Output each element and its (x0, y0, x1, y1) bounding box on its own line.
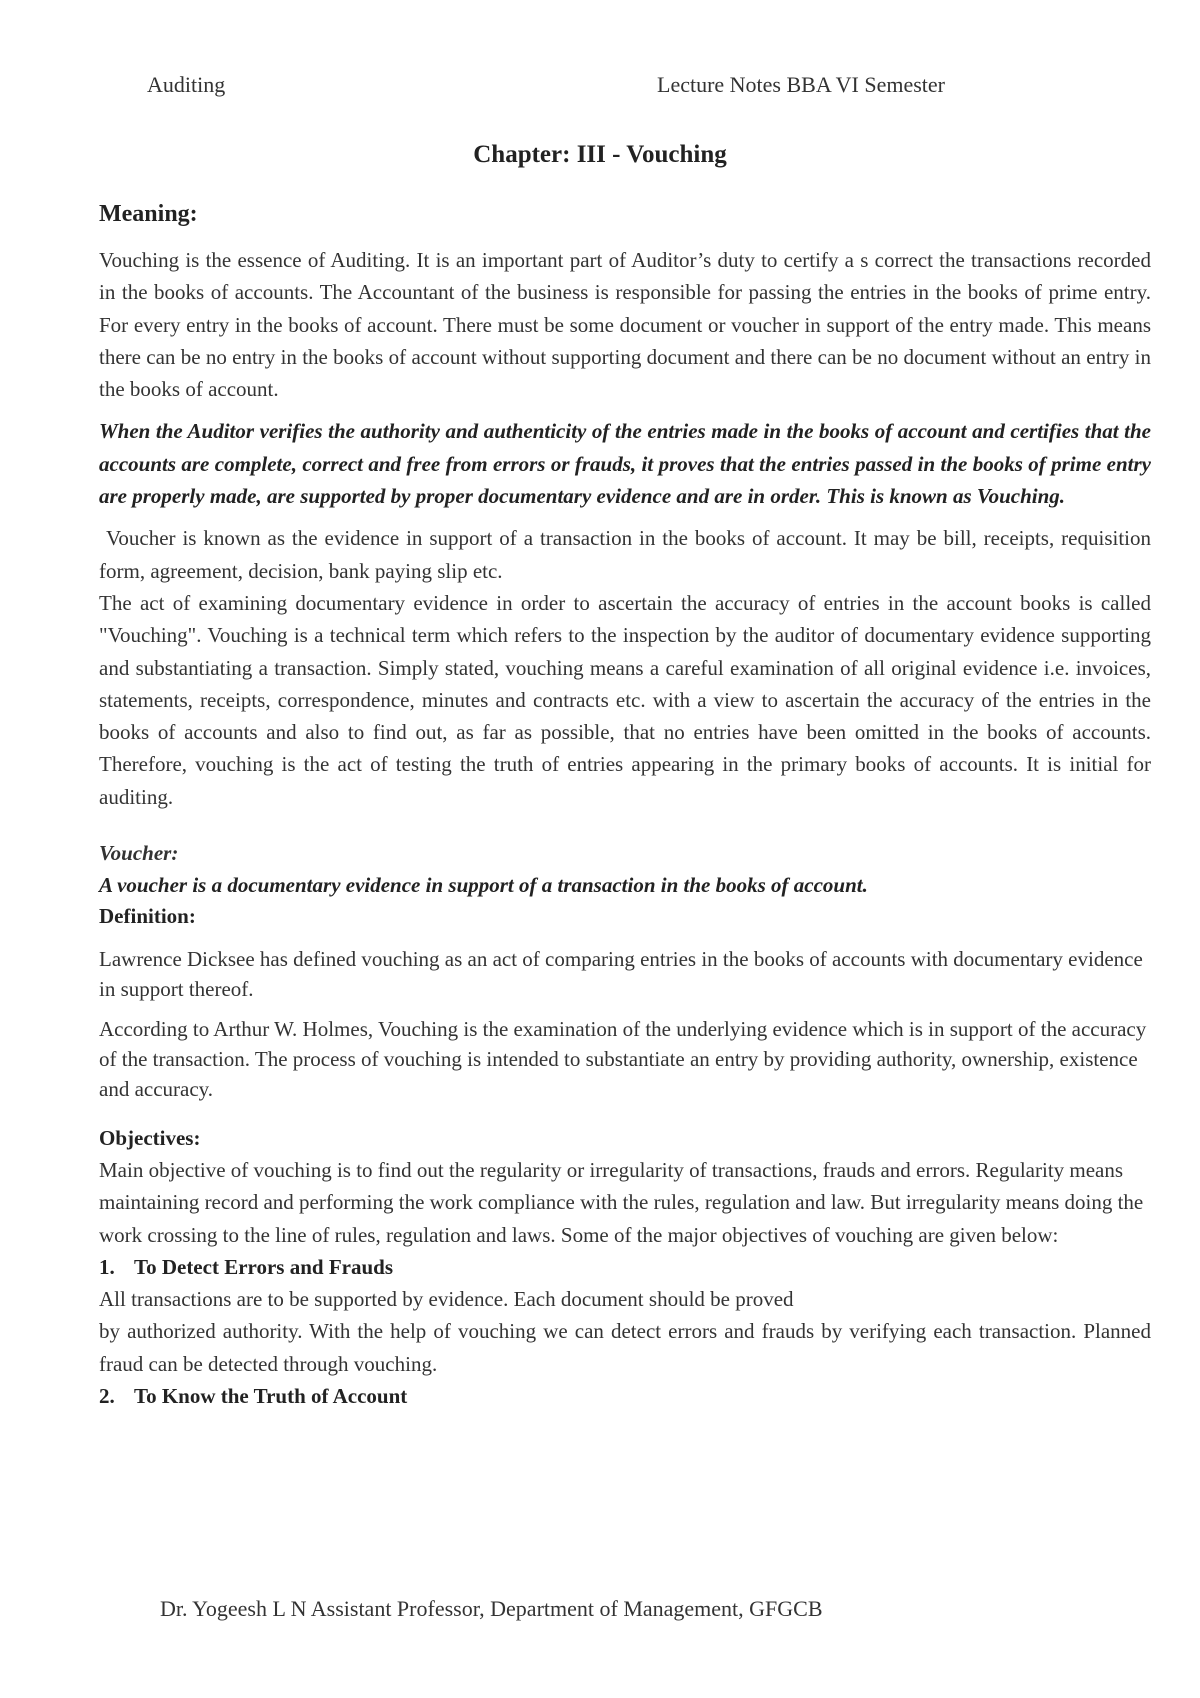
objective-item-1-number: 1. (99, 1254, 115, 1279)
objectives-heading: Objectives: (99, 1125, 201, 1150)
vouching-definition-emphasis: When the Auditor verifies the authority and authenticity of the entries made in the books of account and certifies that the accounts are complete, correct and free from errors or frauds, it proves that the entries passed in the books of prime entry are properly made, are supported by proper documentary evidence and are in order. This is known as Vouching. (99, 419, 1151, 509)
dicksee-definition: Lawrence Dicksee has defined vouching as an act of comparing entries in the books of accounts with documentary evidence in support thereof. (99, 946, 1143, 1001)
objective-item-1-line2: by authorized authority. With the help of vouching we can detect errors and frauds by verifying each transaction. Planned fraud can be detected through vouching. (99, 1319, 1151, 1376)
meaning-heading: Meaning: (99, 201, 198, 227)
header-course: Lecture Notes BBA VI Semester (657, 72, 945, 97)
holmes-definition: According to Arthur W. Holmes, Vouching is the examination of the underlying evidence which is in support of the accuracy of the transaction. The process of vouching is intended to substantiate an entry by providing authority, ownership, existence and accuracy. (99, 1016, 1147, 1101)
meaning-paragraph: Vouching is the essence of Auditing. It is an important part of Auditor’s duty to certify a s correct the transactions recorded in the books of accounts. The Accountant of the business is responsible for passing the entries in the books of prime entry. For every entry in the books of account. There must be some document or voucher in support of the entry made. This means there can be no entry in the books of account without supporting document and there can be no document without an entry in the books of account. (99, 248, 1151, 402)
main-content (99, 198, 1157, 1412)
vouching-explanation-paragraph: The act of examining documentary evidence in order to ascertain the accuracy of entries in the account books is called "Vouching". Vouching is a technical term which refers to the inspection by the auditor of documentary evidence supporting and substantiating a transaction. Simply stated, vouching means a careful examination of all original evidence i.e. invoices, statements, receipts, correspondence, minutes and contracts etc. with a view to ascertain the accuracy of the entries in the books of accounts and also to find out, as far as possible, that no entries have been omitted in the books of accounts. Therefore, vouching is the act of testing the truth of entries appearing in the primary books of accounts. It is initial for auditing. (99, 590, 1151, 809)
chapter-title: Chapter: III - Vouching (473, 141, 727, 168)
header-subject: Auditing (147, 72, 226, 97)
objective-item-1-title (99, 1251, 1151, 1283)
objective-item-2-title (99, 1380, 1151, 1412)
voucher-definition: A voucher is a documentary evidence in support of a transaction in the books of account. (99, 873, 868, 898)
objectives-intro: Main objective of vouching is to find out the regularity or irregularity of transactions, frauds and errors. Regularity means maintaining record and performing the work compliance with the rules, regulation and law. But irregularity means doing the work crossing to the line of rules, regulation and laws. Some of the major objectives of vouching are given below: (99, 1157, 1144, 1247)
footer-author: Dr. Yogeesh L N Assistant Professor, Department of Management, GFGCB (160, 1596, 823, 1621)
definition-heading: Definition: (99, 903, 196, 928)
voucher-heading: Voucher: (99, 841, 179, 866)
objective-item-1-line1: All transactions are to be supported by evidence. Each document should be proved (99, 1287, 794, 1312)
objective-item-2-number: 2. (99, 1384, 115, 1409)
voucher-paragraph: Voucher is known as the evidence in support of a transaction in the books of account. It may be bill, receipts, requisition form, agreement, decision, bank paying slip etc. (99, 526, 1157, 583)
objective-item-2-label: To Know the Truth of Account (134, 1384, 408, 1409)
objective-item-1-label: To Detect Errors and Frauds (134, 1254, 393, 1279)
